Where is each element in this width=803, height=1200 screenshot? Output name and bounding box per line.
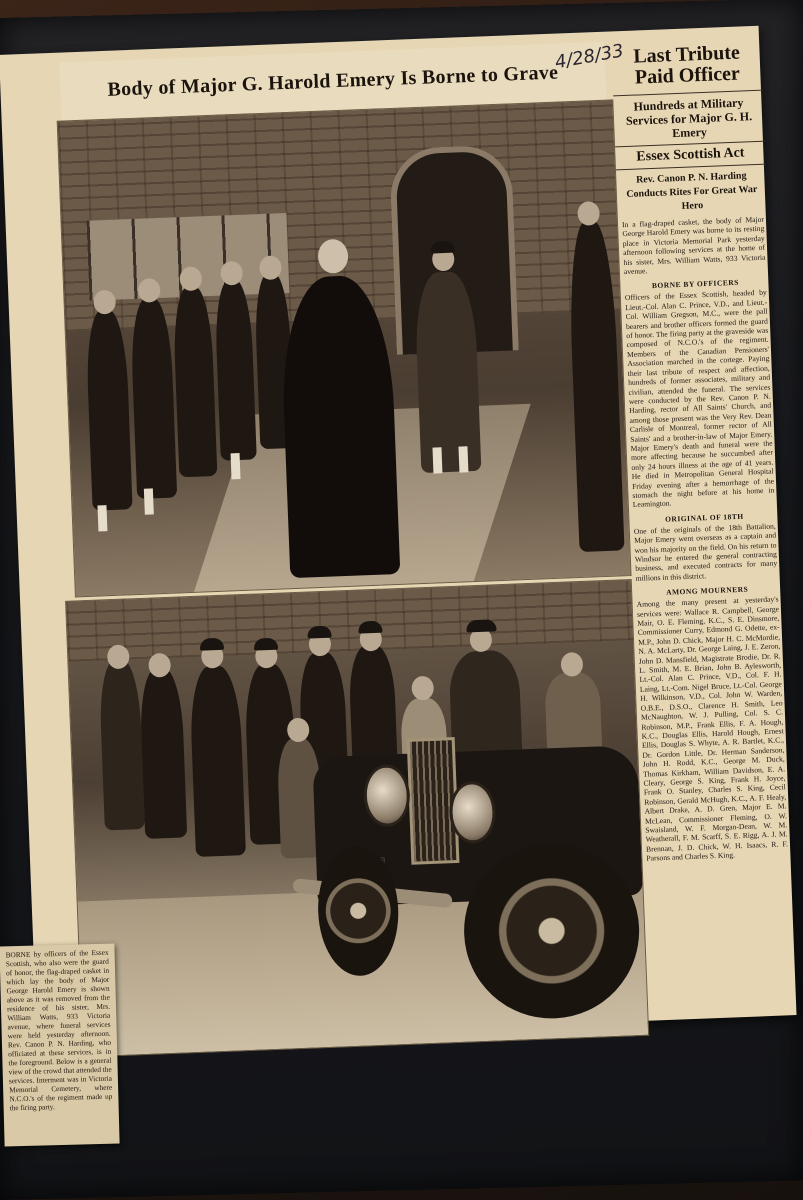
soldier-stocking [231,453,241,479]
soldier-stocking [144,488,154,514]
mourner-figure [544,671,602,753]
photo-caption-clipping [0,944,120,1147]
caption-text: BORNE by officers of the Essex Scottish, who also were the guard of honor, the flag-draped casket in which lay the body of Major George Harold Emery is shown above as it was removed from the residence of his sister, Mrs. William Watts, 933 Victoria avenue, where funeral services were held yesterday afternoon. Rev. Canon P. N. Harding, who officiated at these services, is in the foreground. Below is a general view of the crowd that attended the services. Interment was in Victoria Memorial Cemetery, where N.C.O.'s of the regiment made up the firing party. [5,947,113,1113]
bowler-hat [254,638,278,651]
handwritten-date: 4/28/33 [553,40,626,74]
article-title: Last Tribute Paid Officer [632,41,741,89]
mourner-figure [139,667,187,838]
officer-cap [431,241,455,254]
newspaper-clipping [0,26,797,1044]
officer-stocking [458,446,468,472]
bowler-hat [358,621,382,634]
soldier-figure [85,309,133,510]
boy-head [411,676,434,701]
soldier-stocking [97,505,107,531]
article-deck: Essex Scottish Act [615,141,766,170]
article-lede: In a flag-draped casket, the body of Major George Harold Emery was borne to its resting place in Victoria Memorial Park yesterday afternoon following services at the home of his sister, Mrs. William Watts, 933 Victoria avenue. [621,214,766,277]
article-deck: Rev. Canon P. N. Harding Conducts Rites For Great War Hero [616,164,768,221]
section-heading: ORIGINAL OF 18TH [664,511,744,524]
section-heading: AMONG MOURNERS [665,584,749,597]
mourner-figure [98,659,144,830]
mourner-figure [189,665,246,857]
officer-stocking [432,447,442,473]
bowler-hat [307,626,331,639]
section-text: Among the many present at yesterday's services were: Wallace R. Campbell, George Mair, O. E. Fleming, K.C., S. E. Dinsmore, Commissioner Curry, Edmond G. Odette, ex-M.P., John D. Chick, Major H. C. McMordie, N. A. McLarty, Dr. George Laing, J. E. Zeron, John D. Mansfield, Magistrate Brodie, Dr. R. L. Smith, M. E. Brian, John B. Aylesworth, Lt.-Col. Alan C. Prince, V.D., Col. F. H. Laing, Lt.-Com. Nigel Bruce, Lt.-Col. George H. Wilkinson, V.D., Col. John W. Warden, O.B.E., D.S.O., Clarence H. Smith, Leo McNaughton, W. J. Pulling, Col. S. C. Robinson, M.P., Frank Ellis, F. A. Hough, K.C., Douglas Ellis, Harold Hough, Ernest Ellis, Douglas S. Whyte, A. R. Bartlet, K.C., Dr. Gordon Little, Dr. Herman Sanderson, John H. Rodd, K.C., George M. Duck, Thomas Kirkham, William Davidson, E. A. Cleary, George S. King, Frank H. Joyce, Frank O. Stanley, Charles S. King, Cecil Robinson, Gerald McHugh, K.C., A. F. Healy, Albert Drake, A. D. Gren, Major E. M. McLean, Commissioner Fleming, O. W. Swaisland, W. F. Morgan-Dean, W. M. Weatherall, F. M. Scarff, S. E. Rigg, A. J. M. Brennan, J. D. Chick, W. H. Isaacs, R. F. Parsons and Charles S. King. [636,594,789,863]
soldier-figure [130,298,178,499]
section-heading: BORNE BY OFFICERS [651,278,740,291]
headline: Body of Major G. Harold Emery Is Borne to Grave [59,42,606,121]
section-text: Officers of the Essex Scottish, headed by Lieut.-Col. Alan C. Prince, V.D., and Lieut.-Col. William Gregson, M.C., were the pall bearers and brother officers formed the guard of honor. The firing party at the graveside was composed of N.C.O.'s of the regiment. Members of the Canadian Pensioners' Association marched in the cortege. Paying their last tribute of respect and affection, hundreds of former associates, military and civilian, attended the funeral. The services were conducted by the Rev. Canon P. N. Harding, rector of All Saints' Church, and among those present was the Very Rev. Dean Carlisle of Montreal, former rector of All Saints' and a brother-in-law of Major Emery. Major Emery's death and funeral were the more affecting because he succumbed after only 24 hours illness at the age of 41 years. He died in Metropolitan General Hospital Friday evening after a hemorrhage of the stomach the night before at his home in Leamington. [624,288,775,510]
mourners-crowd-photo [65,579,649,1057]
section-text: One of the originals of the 18th Battalion, Major Emery went overseas as a captain and won his majority on the field. On his return to Windsor he entered the general contracting business, and executed contracts for many millions in this district. [633,521,778,583]
mourner-figure [448,649,522,762]
fedora-hat [466,619,496,632]
funeral-procession-photo [57,99,632,597]
bowler-hat [200,638,224,651]
article-deck: Hundreds at Military Services for Major G. H. Emery [613,90,765,147]
clergyman-robed-figure [279,274,400,578]
